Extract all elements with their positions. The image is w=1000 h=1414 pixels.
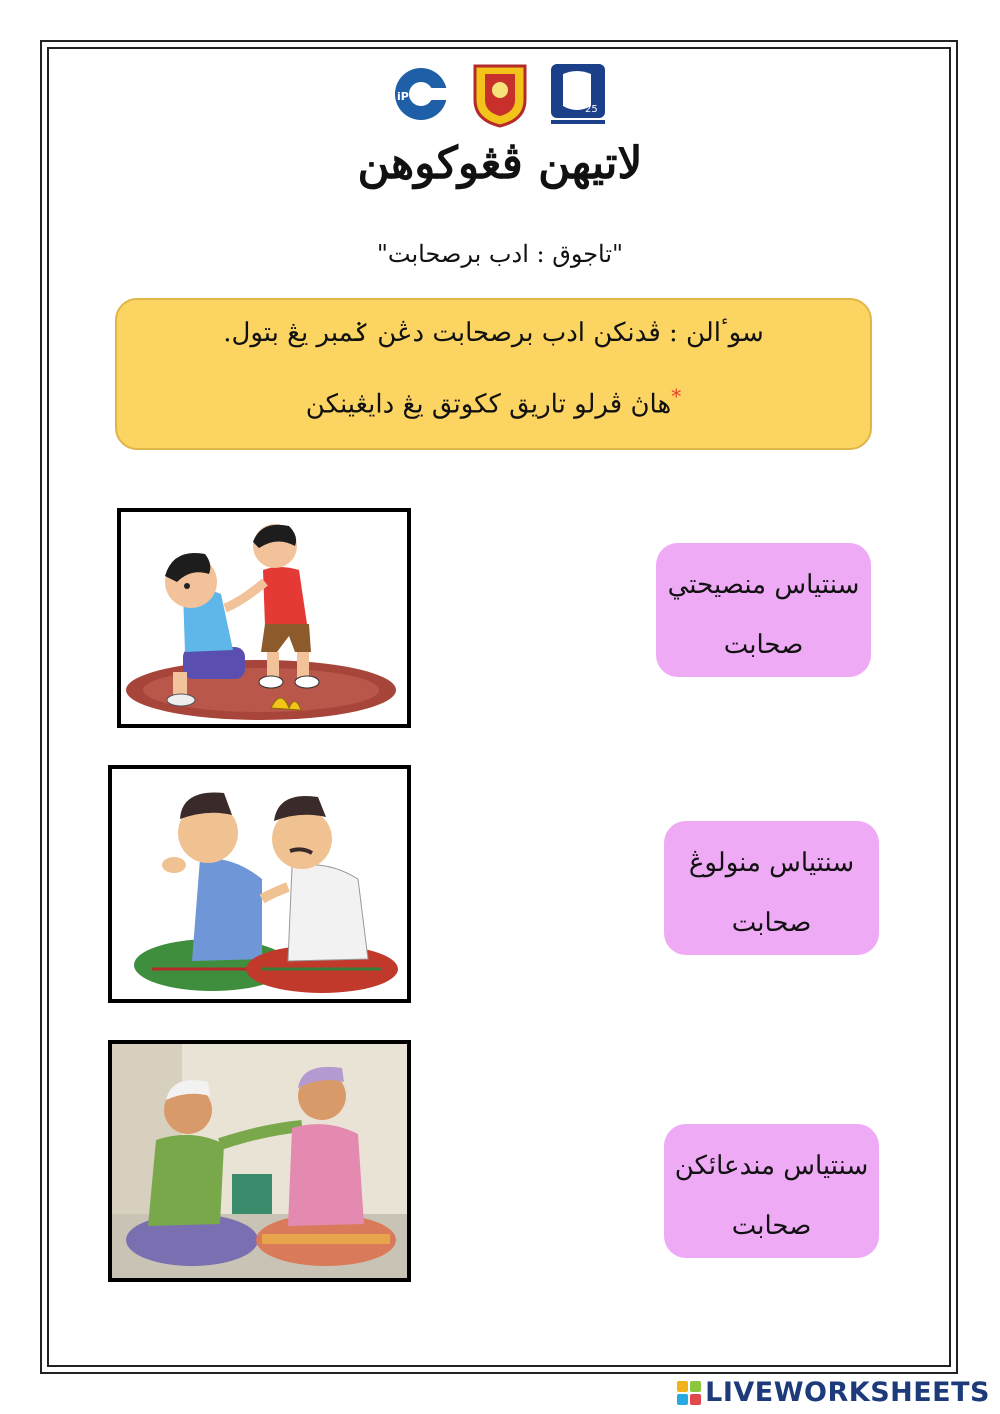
question-text: سوٴالن : ڤدنكن ادب برصحابت دڠن ݢمبر يڠ بتول. bbox=[223, 318, 764, 348]
svg-text:25: 25 bbox=[585, 104, 598, 115]
option-label-line2: صحابت bbox=[731, 908, 812, 938]
instruction-text bbox=[117, 384, 870, 420]
answer-option-pray[interactable] bbox=[664, 1124, 879, 1258]
picture-helping-friend[interactable] bbox=[117, 508, 411, 728]
option-label-line1: سنتياس مندعائكن bbox=[674, 1151, 869, 1181]
star-icon: * bbox=[671, 384, 682, 408]
boys-illustration bbox=[121, 512, 407, 724]
answer-option-help[interactable] bbox=[664, 821, 879, 955]
svg-text:iPG: iPG bbox=[397, 90, 418, 103]
answer-option-advise[interactable] bbox=[656, 543, 871, 677]
liveworksheets-logo-icon bbox=[677, 1381, 701, 1405]
men-sitting-illustration bbox=[112, 1044, 407, 1278]
institute-crest-logo bbox=[469, 60, 531, 128]
liveworksheets-watermark[interactable] bbox=[677, 1377, 990, 1408]
page-title: لاتيهن ڤڠوكوهن bbox=[357, 138, 643, 189]
ipg-logo bbox=[391, 60, 453, 128]
men-praying-illustration bbox=[112, 769, 407, 999]
instruction-label: هاڽ ڤرلو تاريق ككوتق يڠ دايڠينكن bbox=[305, 389, 672, 420]
option-label-line1: سنتياس منولوڠ bbox=[688, 848, 855, 878]
option-label-line1: سنتياس منصيحتي bbox=[667, 570, 860, 600]
option-label-line2: صحابت bbox=[731, 1211, 812, 1241]
picture-praying[interactable] bbox=[108, 765, 411, 1003]
picture-sitting-together[interactable] bbox=[108, 1040, 411, 1282]
option-label-line2: صحابت bbox=[723, 630, 804, 660]
ipg-anniversary-logo bbox=[547, 60, 609, 128]
logo-row bbox=[0, 60, 1000, 128]
question-box bbox=[115, 298, 872, 450]
topic-heading: "تاجوق : ادب برصحابت" bbox=[376, 240, 624, 268]
watermark-text: LIVEWORKSHEETS bbox=[705, 1377, 990, 1408]
